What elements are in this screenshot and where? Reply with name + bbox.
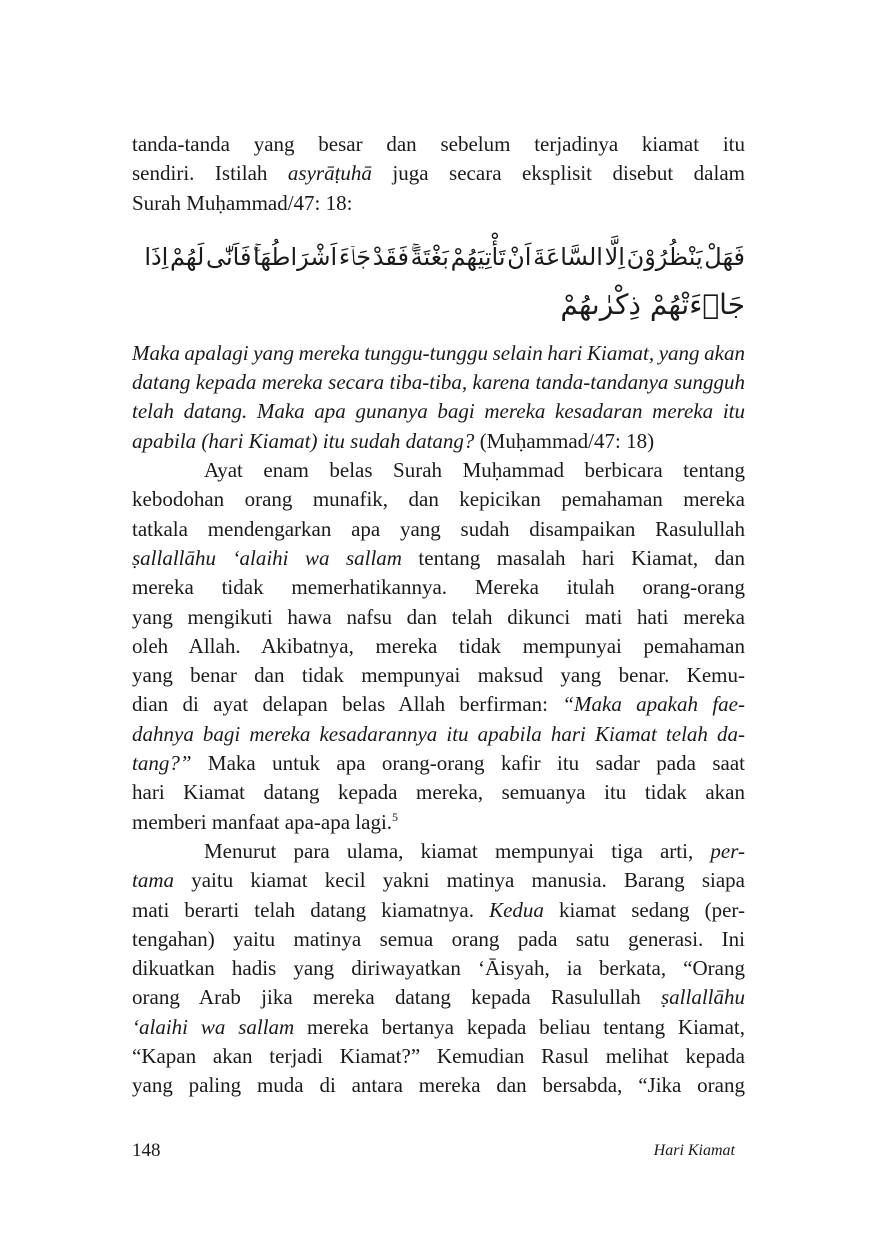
line-content: [132, 810, 398, 834]
text-line: [132, 456, 745, 485]
text-segment: memberi manfaat apa-apa lagi.: [132, 809, 393, 834]
arabic-line: [132, 281, 745, 329]
text-segment: yaitu kiamat kecil yakni matinya manusia. Barang siapa: [174, 868, 745, 893]
text-line: [132, 866, 745, 895]
line-content: [132, 370, 745, 394]
line-content: [132, 692, 745, 716]
line-content: [132, 546, 745, 570]
line-content: [204, 839, 745, 863]
text-segment: asyrāṭuhā: [287, 161, 372, 186]
text-segment: tama: [132, 868, 174, 893]
line-content: [132, 663, 745, 687]
footnote-ref[interactable]: 5: [392, 809, 399, 824]
quran-verse-arabic: [132, 232, 745, 329]
text-segment: Ayat enam belas Surah Muḥammad berbicara tentang: [204, 458, 745, 483]
text-segment: Maka untuk apa orang-orang kafir itu sadar pada saat: [191, 751, 745, 776]
text-line: [132, 368, 745, 397]
text-line: [132, 896, 745, 925]
text-segment: ‘alaihi wa sallam: [132, 1014, 295, 1039]
text-line: [132, 397, 745, 426]
text-segment: Kedua: [489, 897, 544, 922]
text-segment: dahnya bagi mereka kesadarannya itu apabila hari Kiamat telah da-: [132, 721, 745, 746]
text-segment: per-: [710, 838, 745, 863]
text-segment: tatkala mendengarkan apa yang sudah disampaikan Rasulullah: [132, 516, 745, 541]
line-content: [132, 898, 745, 922]
text-line: [132, 749, 745, 778]
text-segment: tentang masalah hari Kiamat, dan: [401, 545, 745, 570]
line-content: [132, 191, 352, 215]
line-content: [132, 399, 745, 423]
text-segment: juga secara eksplisit disebut dalam: [371, 161, 745, 186]
text-segment: datang kepada mereka secara tiba-tiba, karena tanda-tandanya sungguh: [132, 370, 745, 395]
line-content: [132, 429, 654, 453]
text-segment: oleh Allah. Akibatnya, mereka tidak mempunyai pemahaman: [132, 633, 745, 658]
text-line: [132, 720, 745, 749]
text-line: [132, 427, 745, 456]
text-segment: tanda-tanda yang besar dan sebelum terjadinya kiamat itu: [132, 132, 745, 156]
text-line: [132, 603, 745, 632]
page-number: 148: [132, 1140, 161, 1161]
text-line: [132, 661, 745, 690]
line-content: [132, 1044, 745, 1068]
line-content: [132, 1015, 745, 1039]
text-line: [132, 130, 745, 159]
text-line: [132, 515, 745, 544]
text-segment: ṣallallāhu: [660, 985, 745, 1010]
text-line: [132, 1042, 745, 1071]
text-segment: dikuatkan hadis yang diriwayatkan ‘Āisyah, ia berkata, “Orang: [132, 956, 745, 981]
line-content: [132, 161, 745, 185]
line-content: [132, 634, 745, 658]
line-content: [132, 487, 745, 511]
text-segment: kebodohan orang munafik, dan kepicikan pemahaman mereka: [132, 487, 745, 512]
text-line: [132, 544, 745, 573]
text-segment: tengahan) yaitu matinya semua orang pada satu generasi. Ini: [132, 926, 745, 951]
text-segment: (Muḥammad/47: 18): [474, 428, 655, 453]
line-content: [204, 458, 745, 482]
text-line: [132, 1071, 745, 1100]
line-content: [132, 341, 745, 365]
line-content: [132, 751, 745, 775]
line-content: [132, 605, 745, 629]
text-line: [132, 690, 745, 719]
text-segment: mereka bertanya kepada beliau tentang Kiamat,: [294, 1014, 745, 1039]
text-line: [132, 808, 745, 837]
line-content: [132, 1073, 745, 1097]
text-segment: apabila (hari Kiamat) itu sudah datang?: [132, 428, 475, 453]
line-content: [132, 132, 745, 156]
text-line: [132, 485, 745, 514]
intro-paragraph: [132, 130, 745, 218]
text-line: [132, 573, 745, 602]
text-segment: mati berarti telah datang kiamatnya.: [132, 897, 490, 922]
text-line: [132, 632, 745, 661]
text-line: [132, 983, 745, 1012]
line-content: [132, 575, 745, 599]
text-segment: kiamat sedang (per-: [543, 897, 745, 922]
text-segment: yang mengikuti hawa nafsu dan telah dikunci mati hati mereka: [132, 604, 745, 629]
arabic-text: جَاۤءَتْهُمْ ذِكْرٰىهُمْ: [560, 287, 745, 321]
arabic-line: [132, 232, 745, 281]
text-segment: Maka apalagi yang mereka tunggu-tunggu selain hari Kiamat, yang akan: [132, 340, 745, 365]
line-content: [132, 722, 745, 746]
text-segment: yang paling muda di antara mereka dan bersabda, “Jika orang: [132, 1073, 745, 1098]
line-content: [132, 780, 745, 804]
text-line: [132, 925, 745, 954]
text-line: [132, 339, 745, 368]
running-footer-title: Hari Kiamat: [653, 1142, 735, 1159]
text-segment: telah datang. Maka apa gunanya bagi mereka kesadaran mereka itu: [132, 399, 745, 424]
text-segment: mereka tidak memerhatikannya. Mereka itulah orang-orang: [132, 575, 745, 600]
text-line: [132, 1013, 745, 1042]
line-content: [132, 985, 745, 1009]
text-segment: dian di ayat delapan belas Allah berfirman:: [132, 692, 563, 717]
line-content: [132, 517, 745, 541]
line-content: [132, 868, 745, 892]
arabic-text: فَهَلْ يَنْظُرُوْنَ اِلَّا السَّاعَةَ اَنْ تَأْتِيَهُمْ بَغْتَةً ۚ فَقَدْ جَاۤءَ اَشْرَاطُهَا ۚ فَاَنّٰى لَهُمْ اِذَا: [144, 242, 745, 271]
line-content: [132, 927, 745, 951]
text-segment: tang?”: [132, 751, 192, 776]
text-segment: hari Kiamat datang kepada mereka, semuanya itu tidak akan: [132, 780, 745, 805]
text-segment: ṣallallāhu ‘alaihi wa sallam: [132, 545, 402, 570]
text-line: [132, 159, 745, 188]
text-segment: sendiri. Istilah: [132, 161, 288, 186]
line-content: [132, 956, 745, 980]
body-text: [132, 339, 745, 1101]
text-segment: yang benar dan tidak mempunyai maksud yang benar. Kemu-: [132, 663, 745, 688]
text-segment: “Kapan akan terjadi Kiamat?” Kemudian Rasul melihat kepada: [132, 1044, 745, 1069]
page-body: [132, 130, 745, 1101]
text-line: [132, 778, 745, 807]
text-segment: orang Arab jika mereka datang kepada Rasulullah: [132, 985, 661, 1010]
text-segment: Surah Muḥammad/47: 18:: [132, 190, 353, 215]
text-segment: “Maka apakah fae-: [562, 692, 745, 717]
text-line: [132, 837, 745, 866]
text-line: [132, 954, 745, 983]
text-segment: Menurut para ulama, kiamat mempunyai tiga arti,: [204, 838, 711, 863]
text-line: [132, 189, 745, 218]
